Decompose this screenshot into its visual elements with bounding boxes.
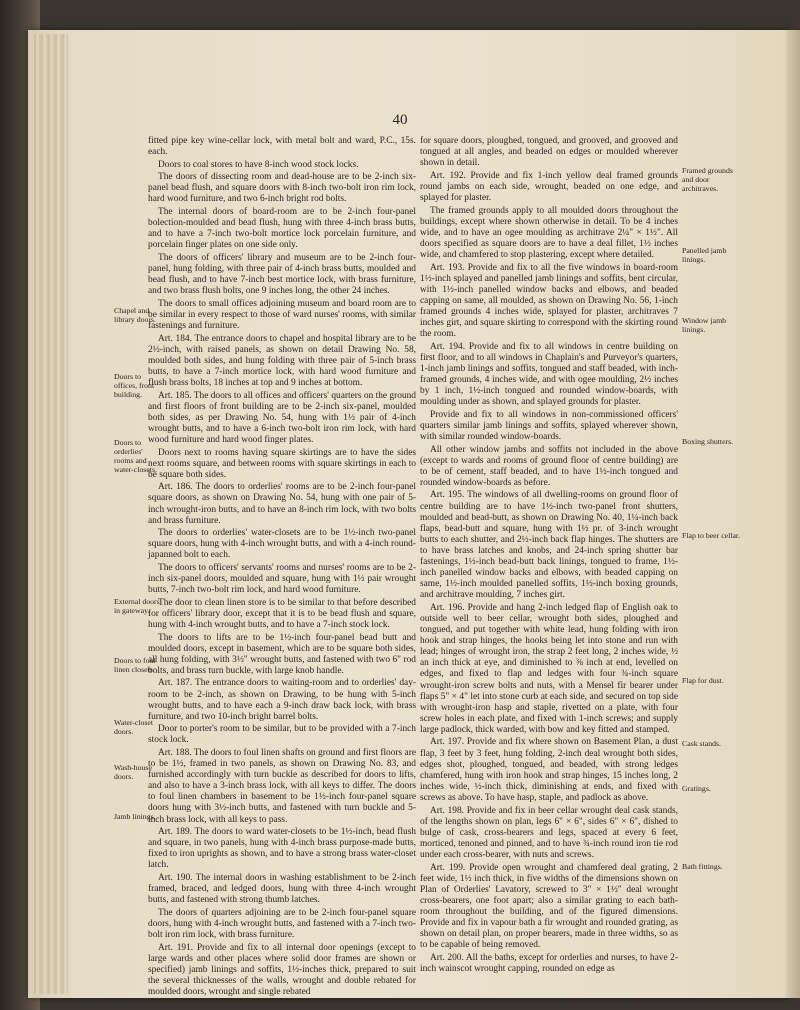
paragraph: Art. 194. Provide and fix to all windows in centre building on first floor, and to all windows in Chaplain's and Purveyor's quarters, 1-inch jamb linings and soffits, tongued and staff beaded, with inch-framed grounds, 4 inches wide, and with ogee moulding, 2½ inches by 1 inch, 1½-inch tongued and rounded window-boards, with moulding under as shown, and splayed grounds for plaster. [420,341,678,408]
paragraph: Art. 193. Provide and fix to all the five windows in board-room 1½-inch splayed and panelled jamb linings and soffits, bent circular, with 1½-inch panelled window backs and elbows, and beaded capping on same, all moulded, as shown on Drawing No. 56, 1-inch framed grounds 4 inches wide, splayed for plaster, architraves 7 inches girt, and square skirting to correspond with the skirting round the room. [420,262,678,340]
paragraph: The doors of dissecting room and dead-house are to be 2-inch six-panel bead flush, and square doors with 8-inch two-bolt iron rim lock, hard wood furniture, and two 6-inch bright rod bolts. [148,172,416,205]
margin-note: Window jamb linings. [682,316,727,334]
paragraph: Doors next to rooms having square skirtings are to have the sides next rooms square, and between rooms with square skirtings in each to be square both sides. [148,447,416,480]
paragraph: Art. 190. The internal doors in washing establishment to be 2-inch framed, braced, and ledged doors, hung with three 4-inch wrought butts, and fastened with strong thumb latches. [148,873,416,906]
margin-note: Cask stands. [682,739,721,748]
paragraph: Art. 198. Provide and fix in beer cellar wrought deal cask stands, of the lengths shown on plan, legs 6" × 6", sides 6" × 6", dished to bulge of cask, cross-bearers and legs, spaced at every 6 feet, morticed, tenoned and pinned, and to have ¾-inch round iron tie rod under each cross-bearer, with nuts and screws. [420,805,678,860]
paragraph: Art. 185. The doors to all offices and officers' quarters on the ground and first floors of front building are to be 2-inch six-panel, moulded both sides, as per Drawing No. 54, hung with 1½ pair of 4-inch wrought butts, and to have a 6-inch two-bolt iron rim lock, with hard wood furniture and hard wood finger plates. [148,390,416,445]
paragraph: The framed grounds apply to all moulded doors throughout the buildings, except where shown otherwise in detail. To be 4 inches wide, and to have an ogee moulding as architrave 2¼" × 1½". All doors specified as square doors are to have a deal fillet, 1½ inches wide, and chamfered to stop plastering, except where detailed. [420,205,678,260]
margin-note: Flap for dust. [682,676,724,685]
paragraph: The internal doors of board-room are to be 2-inch four-panel bolection-moulded and bead flush, hung with three 4-inch brass butts, and to have a 7-inch two-bolt mortice lock porcelain furniture, and porcelain finger plates on one side only. [148,207,416,251]
paragraph: Doors to coal stores to have 8-inch wood stock locks. [158,159,359,170]
margin-note: Wash-house doors. [114,763,152,781]
paragraph: Art. 195. The windows of all dwelling-rooms on ground floor of centre building are to have 1½-inch two-panel front shutters, moulded and bead-butt, as shown on Drawing No. 40, 1¼-inch back flaps, bead-butt and square, hung with 1½ pr. of 3-inch wrought butts to each shutter, and 2½-inch back flap hinges. The shutters are to have brass latches and knobs, and 24-inch spring shutter bar fastenings, 1½-inch bead-butt back linings, tongued to frame, 1½-inch panelled window backs and elbows, with beaded capping on same, 1½-inch moulded panelled soffits, 1½-inch boxing grounds, and architrave moulding, 7 inches girt. [420,490,678,601]
paragraph: Art. 192. Provide and fix 1-inch yellow deal framed grounds round jambs on each side, wrought, beaded on one edge, and splayed for plaster. [420,170,678,203]
paragraph: Art. 196. Provide and hang 2-inch ledged flap of English oak to outside well to beer cellar, wrought both sides, ploughed and tongued, and put together with white lead, hung folding with iron hook and strap hinges, the hooks being let into stone and run with lead; hinges of wrought iron, the strap 2 feet long, 2 inches wide, ½ an inch thick at eye, and diminished to ⅜ inch at end, levelled on edges, and fixed to flap and ledges with four ¾-inch square wrought-iron screw bolts and nuts, with a Mensel fir bearer under flaps 5" × 4" let into stone curb at each side, and secured on top side with wrought-iron hasp and staple, rivetted on a plate, with four screw holes in each plate, and fixed with 1-inch screws; and supply large padlock, thick warded, with bow and key fitted and stamped. [420,602,678,735]
paragraph: Art. 189. The doors to ward water-closets to be 1½-inch, bead flush and square, in two panels, hung with 4-inch brass purpose-made butts, fixed to iron uprights as shown, and to have a strong brass water-closet latch. [148,827,416,871]
paragraph: The door to clean linen store is to be similar to that before described for officers' library door, except that it is to be bead flush and square, hung with 4-inch wrought butts, and to have a 7-inch stock lock. [148,597,416,630]
paragraph: Art. 186. The doors to orderlies' rooms are to be 2-inch four-panel square doors, as shown on Drawing No. 54, hung with one pair of 5-inch wrought-iron butts, and to have an 8-inch rim lock, with two bolts and brass furniture. [148,482,416,526]
paragraph: Art. 197. Provide and fix where shown on Basement Plan, a dust flap, 3 feet by 3 feet, hung folding, 2-inch deal wrought both sides, edges shot, ploughed, tongued, and beaded, with strong ledges chamfered, hung with iron hook and strap hinges, 15 inches long, 2 inches wide, ½-inch thick, diminishing at ends, and fixed with screws as above. To have hasp, staple, and padlock as above. [420,737,678,803]
margin-note: Panelled jamb linings. [682,246,727,264]
paragraph: The doors of quarters adjoining are to be 2-inch four-panel square doors, hung with 4-inch wrought butts, and fastened with a 7-inch two-bolt iron rim lock, with brass furniture. [148,907,416,940]
paragraph: for square doors, ploughed, tongued, and grooved, and grooved and tongued at all angles, and beaded on edges or moulded wherever shown in detail. [420,136,678,169]
margin-note: Flap to beer cellar. [682,531,741,540]
paragraph: The doors to small offices adjoining museum and board room are to be similar in every respect to those of ward nurses' rooms, with similar fastenings and furniture. [148,298,416,331]
margin-note: Gratings. [682,784,711,793]
paragraph: The doors to lifts are to be 1½-inch four-panel bead butt and moulded doors, except in basement, which are to be square both sides, all hung folding, with 3½" wrought butts, and fastened with two 6" rod bolts, and brass turn buckle, with large knob handle. [148,632,416,676]
paragraph: fitted pipe key wine-cellar lock, with metal bolt and ward, P.C., 15s. each. [148,136,416,158]
paragraph: The doors of officers' library and museum are to be 2-inch four-panel, hung folding, with three pair of 4-inch brass butts, moulded and bead flush, and to have 7-inch best mortice lock, with brass furniture, and two brass flush bolts, one 9 inches long, the other 24 inches. [148,252,416,297]
paragraph: Provide and fix to all windows in non-commissioned officers' quarters similar jamb linings and soffits, splayed wherever shown, with similar rounded window-boards. [420,409,678,442]
paragraph: Art. 200. All the baths, except for orderlies and nurses, to have 2-inch wainscot wrought capping, rounded on edge as [420,952,678,974]
margin-note: Boxing shutters. [682,437,734,446]
margin-note: Water-closet doors. [114,718,154,736]
margin-note: Chapel and library doors. [114,306,157,324]
margin-note: Doors to foul linen closets. [114,656,156,674]
margin-note: External doors in gateway. [114,597,160,615]
page-edge [786,30,800,998]
right-column [420,136,678,976]
paragraph: Art. 199. Provide open wrought and chamfered deal grating, 2 feet wide, 1½ inch thick, in five widths of the dimensions shown on Plan of Orderlies' Lavatory, screwed to 3" × 1½" deal wrought cross-bearers, one foot apart; also a similar grating to each bath-room throughout the building, and of the figured dimensions. Provide and fix in vapour bath a fir wrought and rounded grating, as shown on detail plan, on proper bearers, made in three widths, so as to be capable of being removed. [420,862,678,951]
margin-note: Bath fittings. [682,862,723,871]
paragraph: The doors to orderlies' water-closets are to be 1½-inch two-panel square doors, hung with 4-inch wrought butts, and with a 4-inch round-japanned bolt to each. [148,528,416,561]
paragraph: Art. 191. Provide and fix to all internal door openings (except to large wards and other places where solid door frames are shown or specified) jamb linings and soffits, 1½-inches thick, prepared to suit the several thicknesses of the walls, wrought and double rebated for moulded doors, wrought and single rebated [148,942,416,997]
margin-note: Framed grounds and door architraves. [682,166,733,193]
paragraph: All other window jambs and soffits not included in the above (except to wards and rooms of ground floor of centre building) are to be of cement, staff beaded, and to have 1½-inch tongued and rounded window-boards as before. [420,444,678,488]
margin-note: Jamb linings. [114,812,156,821]
paragraph: The doors to officers' servants' rooms and nurses' rooms are to be 2-inch six-panel doors, moulded and square, hung with 1½ pair wrought butts, 7-inch two-bolt rim lock, and hard wood furniture. [148,562,416,596]
margin-note: Doors to offices, front building. [114,372,155,399]
paragraph: Art. 187. The entrance doors to waiting-room and to orderlies' day-room to be 2-inch, as shown on Drawing, to be hung with 5-inch wrought butts, and to have each a 9-inch draw back lock, with brass furniture, and two 10-inch bright barrel bolts. [148,678,416,722]
left-column [148,136,416,1000]
paragraph: Door to porter's room to be similar, but to be provided with a 7-inch stock lock. [148,724,416,746]
paragraph: Art. 188. The doors to foul linen shafts on ground and first floors are to be 1½, framed in two panels, as shown on Drawing No. 83, and furnished accordingly with turn buckle as described for doors to lifts, and also to have a 3-inch brass lock, with all keys to differ. The doors to foul linen chambers in basement to be 1½-inch four-panel square doors hung with 3½-inch butts, and fastened with turn buckle and 5-inch brass lock, with all keys to pass. [148,747,416,825]
page-number: 40 [392,112,408,128]
paragraph: Art. 184. The entrance doors to chapel and hospital library are to be 2½-inch, with raised panels, as shown on detail Drawing No. 58, moulded both sides, and hung folding with three pair of 5-inch brass butts, to have a 7-inch mortice lock, with hard wood furniture and flush brass bolts, 18 inches at top and 9 inches at bottom. [148,333,416,388]
margin-note: Doors to orderlies' rooms and water-closets. [114,438,157,474]
page-gutter [34,34,68,994]
